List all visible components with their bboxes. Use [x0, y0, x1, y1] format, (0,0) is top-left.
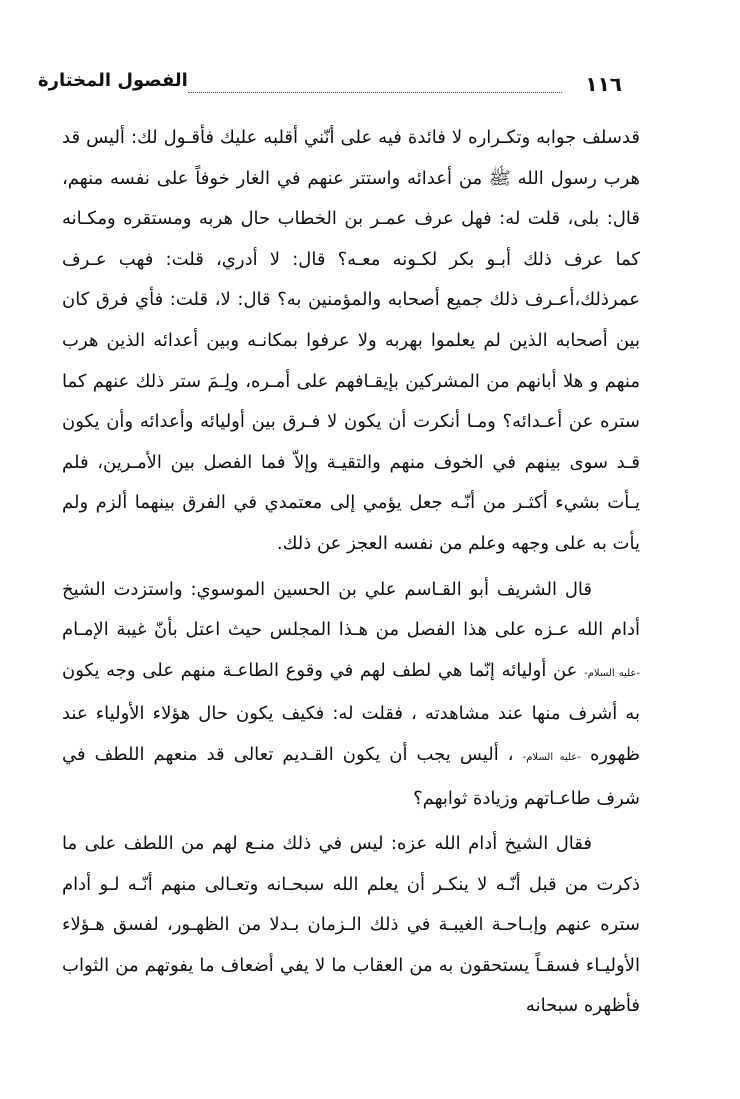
paragraph-1 — [62, 118, 640, 565]
honorific-note-2: -عليه السلام- — [522, 751, 581, 763]
paragraph-3-text: فقال الشيخ أدام الله عزه: ليس في ذلك منـع لهم من اللطف على ما ذكرت من قبل أنّـه لا ينكـر أن يعلم الله سبحـانه وتعـالى منهم أنّـه لـو أدام ستره عنهم وإبـاحـة الغيبـة في ذلك الـزمان بـدلا من الظهـور، لفسق هـؤلاء الأوليـاء فسقـاً يستحقون به من العقاب ما لا يفي أضعاف ما يفوتهم من الثواب فأظهره سبحانه — [62, 833, 640, 1017]
honorific-note-1: -عليه السلام- — [584, 667, 640, 679]
paragraph-2-text-middle: عن أوليائه إنّما هي لطف لهم في وقوع الطاعـة منهم على وجه يكون به أشرف منها عند مشاهدته ، فقلت له: فكيف يكون حال هؤلاء الأولياء عند ظهوره — [62, 659, 640, 765]
running-title: الفصول المختارة — [38, 70, 188, 91]
paragraph-2-text-start: قال الشريف أبو القـاسم علي بن الحسين الموسوي: واستزدت الشيخ أدام الله عـزه على هذا الفصل من هـذا المجلس حيث اعتل بأنّ غيبة الإمـام — [62, 578, 640, 641]
page-number: ١١٦ — [585, 72, 622, 96]
body-text — [62, 118, 640, 1027]
paragraph-2-text-end: ، أليس يجب أن يكون القـديم تعالى قد منعهم اللطف في شرف طاعـاتهم وزيادة ثوابهم؟ — [62, 743, 640, 809]
paragraph-2 — [62, 570, 640, 820]
paragraph-3 — [62, 824, 640, 1027]
page-header — [38, 68, 622, 102]
paragraph-1-text: قدسلف جوابه وتكـراره لا فائدة فيه على أنّني أقلبه عليك فأقـول لك: أليس قد هرب رسول الله ﷺ من أعدائه واستتر عنهم في الغار خوفاً على نفسه منهم، قال: بلى، قلت له: فهل عرف عمـر بن الخطاب حال هربه ومستقره ومكـانه كما عرف ذلك أبـو بكر لكـونه معـه؟ قال: لا أدري، قلت: فهب عـرف عمرذلك،أعـرف ذلك جميع أصحابه والمؤمنين به؟ قال: لا، قلت: فأي فرق كان بين أصحابه الذين لم يعلموا بهربه ولا عرفوا بمكانـه وبين أعدائه الذين هرب منهم و هلا أبانهم من المشركين بإيقـافهم على أمـره، ولِـمَ ستر ذلك عنهم كما ستره عن أعـدائه؟ ومـا أنكرت أن يكون لا فـرق بين أوليائه وأعدائه وأن يكون قـد سوى بينهم في الخوف منهم والتقيـة وإلاّ فما الفصل بين الأمـرين، فلم يـأت بشيء أكثـر من أنّـه جعل يؤمي إلى معتمدي في الفرق بينهما ألزم ولم يأت به على وجهه وعلم من نفسه العجز عن ذلك. — [62, 127, 640, 554]
header-dotted-rule — [188, 92, 562, 93]
